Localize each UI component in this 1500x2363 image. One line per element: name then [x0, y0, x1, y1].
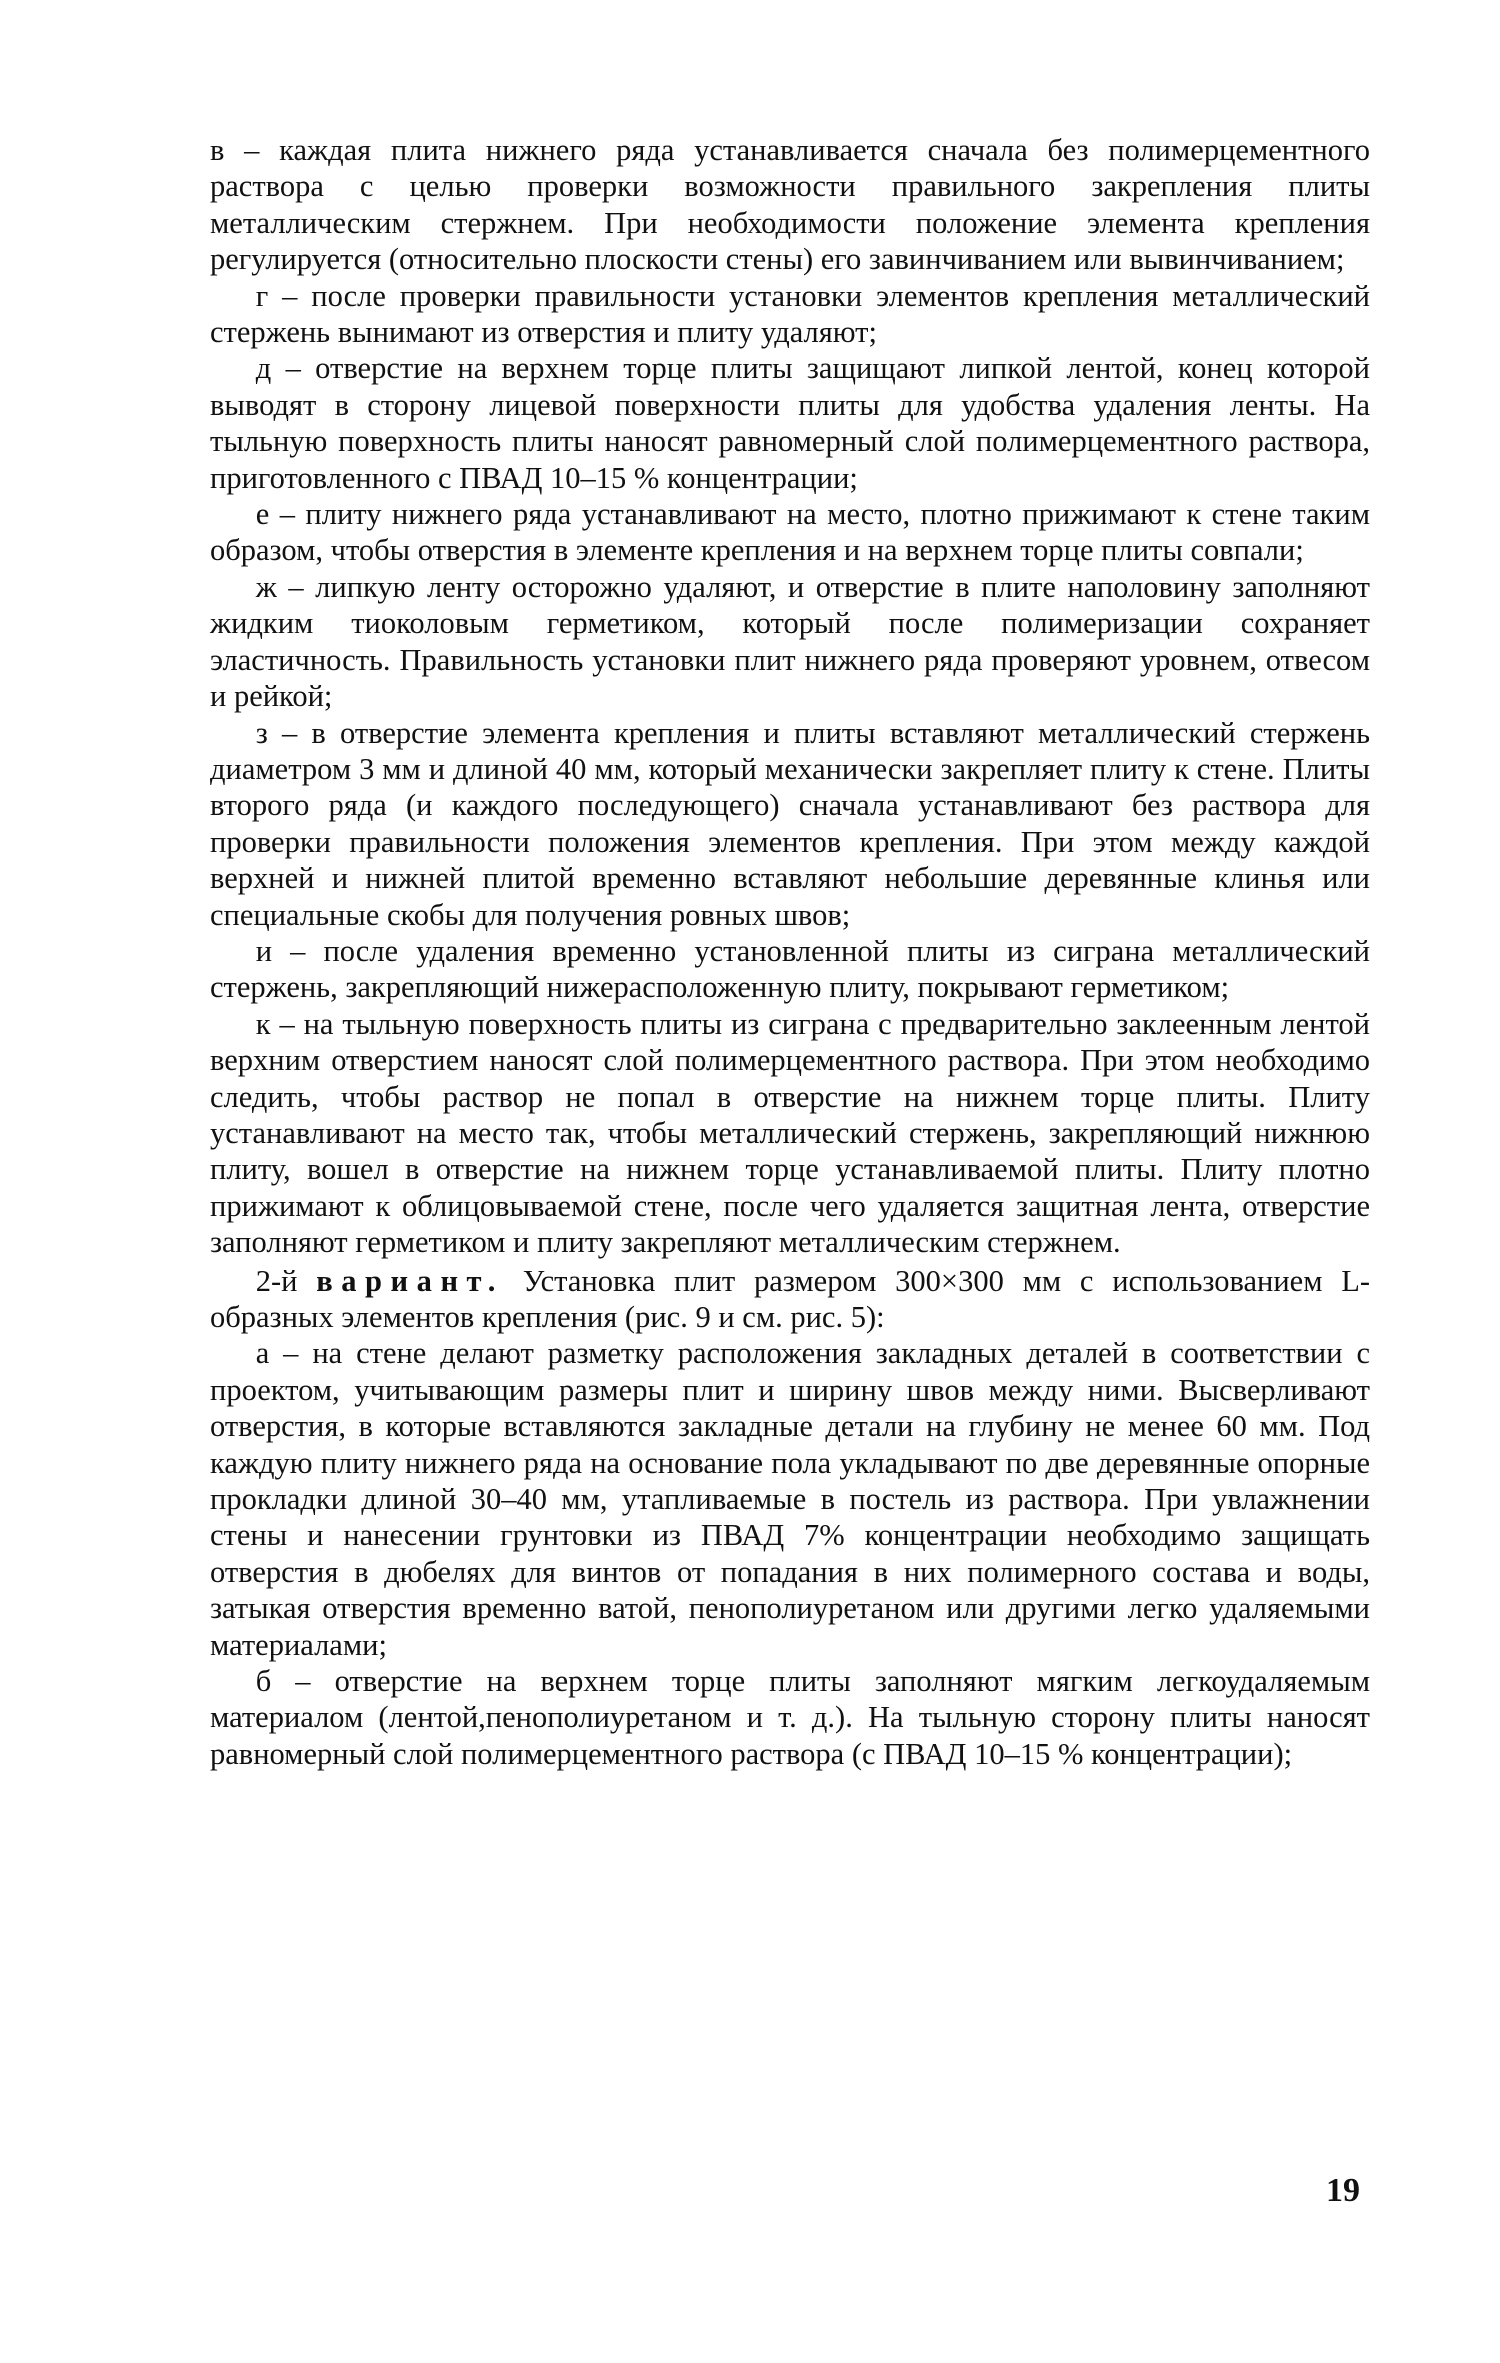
page-number: 19	[1326, 2172, 1360, 2209]
paragraph-k: к – на тыльную поверхность плиты из сиграна с предварительно заклеенным лентой верхним отверстием наносят слой полимерцементного раствора. При этом необходимо следить, чтобы раствор не попал в отверстие на нижнем торце плиты. Плиту устанавливают на место так, чтобы металлический стержень, закрепляющий нижнюю плиту, вошел в отверстие на нижнем торце устанавливаемой плиты. Плиту плотно прижимают к облицовываемой стене, после чего удаляется защитная лента, отверстие заполняют герметиком и плиту закрепляют металлическим стержнем.	[210, 1006, 1370, 1260]
variant-text: Установка плит размером 300×300 мм с использованием L-образных элементов крепления (рис. 9 и см. рис. 5):	[210, 1263, 1371, 1334]
variant-title: вариант.	[316, 1263, 504, 1298]
variant-heading	[210, 1263, 1370, 1336]
paragraph-g: г – после проверки правильности установки элементов крепления металлический стержень вынимают из отверстия и плиту удаляют;	[210, 278, 1370, 350]
paragraph-z: з – в отверстие элемента крепления и плиты вставляют металлический стержень диаметром 3 мм и длиной 40 мм, который механически закрепляет плиту к стене. Плиты второго ряда (и каждого последующего) сначала устанавливают без раствора для проверки правильности положения элементов крепления. При этом между каждой верхней и нижней плитой временно вставляют небольшие деревянные клинья или специальные скобы для получения ровных швов;	[210, 715, 1370, 932]
paragraph-b: б – отверстие на верхнем торце плиты заполняют мягким легкоудаляемым материалом (лентой,пенополиуретаном и т. д.). На тыльную сторону плиты наносят равномерный слой полимерцементного раствора (с ПВАД 10–15 % концентрации);	[210, 1664, 1370, 1771]
paragraph-e: е – плиту нижнего ряда устанавливают на место, плотно прижимают к стене таким образом, чтобы отверстия в элементе крепления и на верхнем торце плиты совпали;	[210, 497, 1370, 568]
paragraph-zh: ж – липкую ленту осторожно удаляют, и отверстие в плите наполовину заполняют жидким тиоколовым герметиком, который после полимеризации сохраняет эластичность. Правильность установки плит нижнего ряда проверяют уровнем, отвесом и рейкой;	[210, 569, 1370, 714]
paragraph-a: а – на стене делают разметку расположения закладных деталей в соответствии с проектом, учитывающим размеры плит и ширину швов между ними. Высверливают отверстия, в которые вставляются закладные детали на глубину не менее 60 мм. Под каждую плиту нижнего ряда на основание пола укладывают по две деревянные опорные прокладки длиной 30–40 мм, утапливаемые в постель из раствора. При увлажнении стены и нанесении грунтовки из ПВАД 7% концентрации необходимо защищать отверстия в дюбелях для винтов от попадания в них полимерного состава и воды, затыкая отверстия временно ватой, пенополиуретаном или другими легко удаляемыми материалами;	[210, 1336, 1370, 1662]
paragraph-d: д – отверстие на верхнем торце плиты защищают липкой лентой, конец которой выводят в сторону лицевой поверхности плиты для удобства удаления ленты. На тыльную поверхность плиты наносят равномерный слой полимерцементного раствора, приготовленного с ПВАД 10–15 % концентрации;	[210, 351, 1370, 495]
variant-number: 2-й	[255, 1263, 298, 1298]
paragraph-i: и – после удаления временно установленной плиты из сиграна металлический стержень, закрепляющий нижерасположенную плиту, покрывают герметиком;	[210, 933, 1370, 1005]
paragraph-v: в – каждая плита нижнего ряда устанавливается сначала без полимерцементного раствора с целью проверки возможности правильного закрепления плиты металлическим стержнем. При необходимости положение элемента крепления регулируется (относительно плоскости стены) его завинчиванием или вывинчиванием;	[210, 133, 1370, 277]
document-page	[210, 132, 1370, 1772]
